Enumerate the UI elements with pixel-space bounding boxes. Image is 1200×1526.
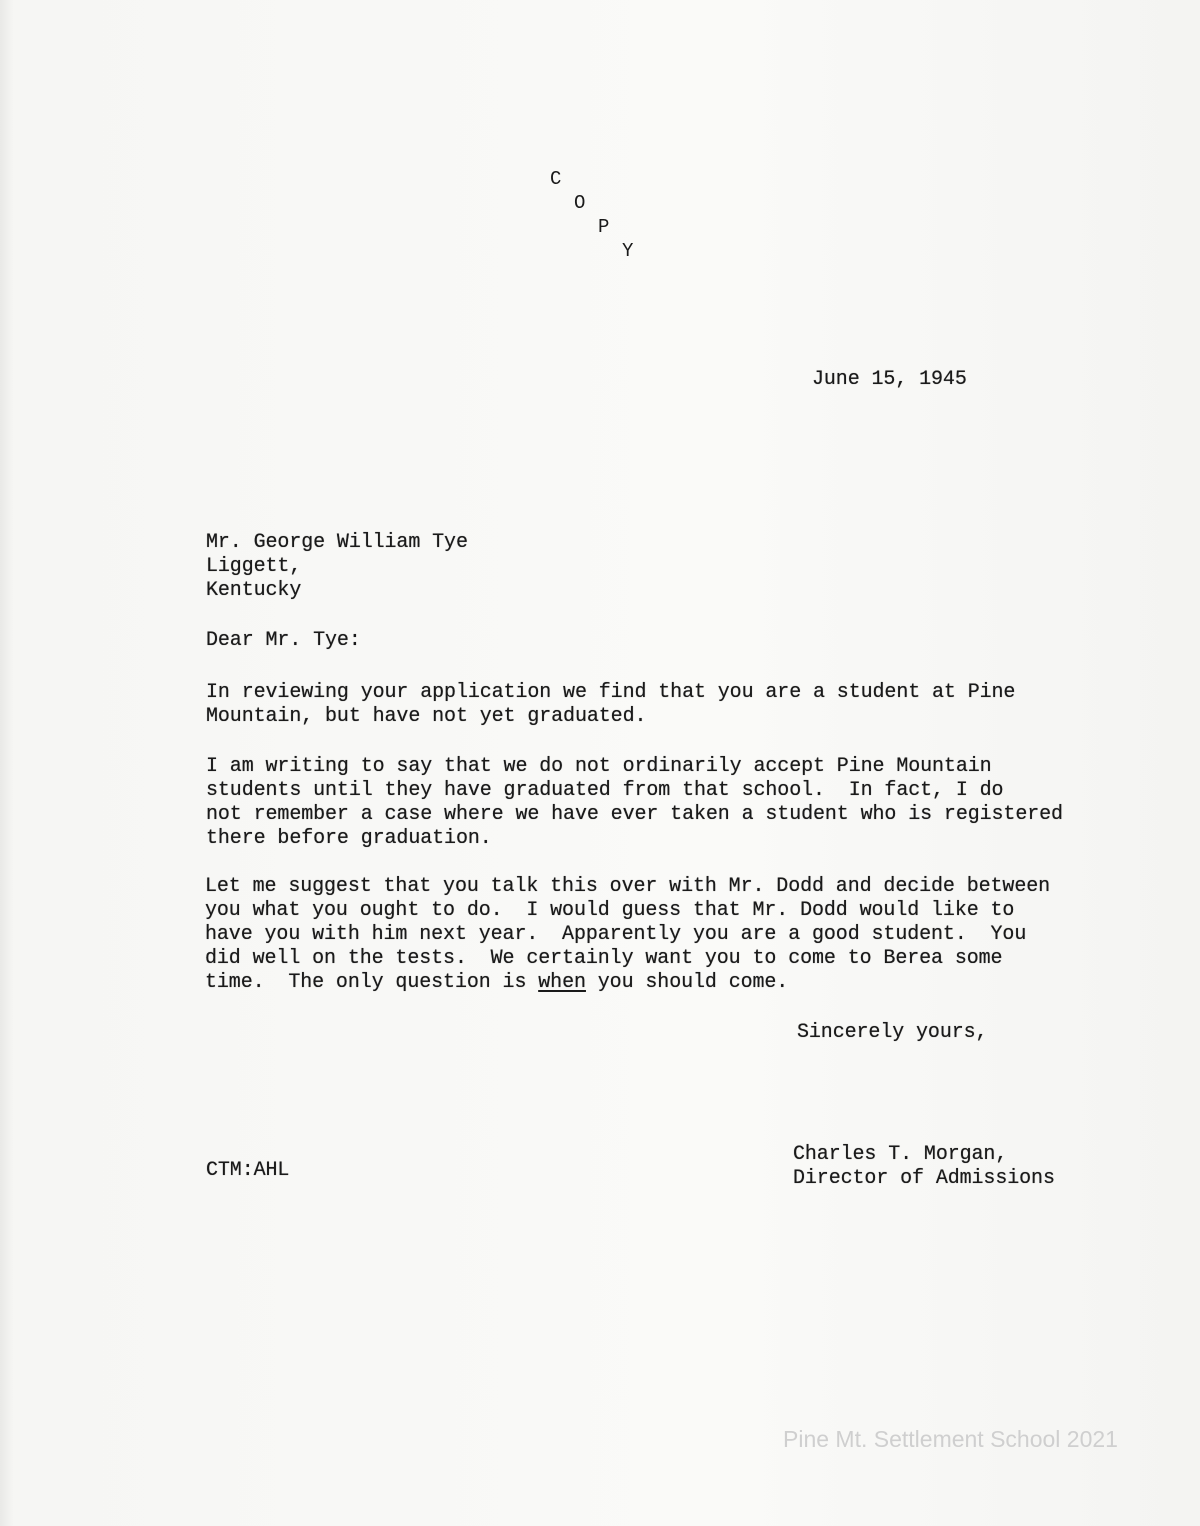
paragraph-3-line: have you with him next year. Apparently you are a good student. You xyxy=(205,923,1027,946)
paragraph-3-last-line xyxy=(205,971,788,995)
salutation: Dear Mr. Tye: xyxy=(206,629,361,652)
signer-title: Director of Admissions xyxy=(793,1167,1055,1190)
address-line: Liggett, xyxy=(206,555,302,578)
paragraph-2-line: I am writing to say that we do not ordinarily accept Pine Mountain xyxy=(206,755,992,778)
signer-name: Charles T. Morgan, xyxy=(793,1143,1008,1166)
copy-letter-c: C xyxy=(550,168,562,190)
address-line: Mr. George William Tye xyxy=(206,531,468,554)
paragraph-1-line: Mountain, but have not yet graduated. xyxy=(206,705,647,728)
paragraph-3-line: Let me suggest that you talk this over with Mr. Dodd and decide between xyxy=(205,875,1051,898)
copy-letter-o: O xyxy=(574,192,586,214)
reference-initials: CTM:AHL xyxy=(206,1159,290,1182)
text: you should come. xyxy=(585,971,789,994)
closing: Sincerely yours, xyxy=(797,1021,988,1044)
watermark: Pine Mt. Settlement School 2021 xyxy=(783,1426,1118,1452)
paragraph-2-line: students until they have graduated from that school. In fact, I do xyxy=(206,779,1004,802)
copy-letter-y: Y xyxy=(622,240,634,262)
paragraph-3-line: you what you ought to do. I would guess that Mr. Dodd would like to xyxy=(205,899,1015,922)
paragraph-3-line: did well on the tests. We certainly want you to come to Berea some xyxy=(205,947,1003,970)
letter-date: June 15, 1945 xyxy=(812,368,967,391)
text: time. The only question is xyxy=(205,971,539,994)
copy-letter-p: P xyxy=(598,216,610,238)
paragraph-2-line: not remember a case where we have ever taken a student who is registered xyxy=(206,803,1063,826)
paragraph-1-line: In reviewing your application we find that you are a student at Pine xyxy=(206,681,1016,704)
paragraph-2-line: there before graduation. xyxy=(206,827,492,850)
address-line: Kentucky xyxy=(206,579,302,602)
underlined-word: when xyxy=(538,971,586,994)
